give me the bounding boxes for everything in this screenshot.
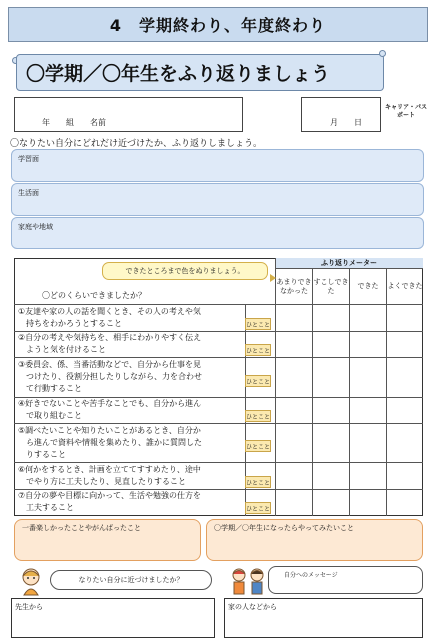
hitokoto-box[interactable]: ひとこと [245, 502, 271, 514]
date-line-label: 月 日 [330, 118, 362, 127]
item-4 [18, 398, 201, 422]
col-header-well: よくできた [387, 282, 423, 290]
item-6 [18, 464, 201, 488]
item-line: りすること [26, 450, 66, 459]
item-line: て行動すること [26, 384, 82, 393]
item-line: つけたり、役割分担したりしながら、力を合わせ [26, 372, 202, 381]
item-line: 持ちをわかろうとすること [26, 319, 122, 328]
item-line: ④好きでないことや苦手なことでも、自分から進ん [18, 399, 202, 408]
col-header-rarely: あまりできなかった [276, 277, 312, 295]
item-line: ⑦自分の夢や目標に向かって、生活や勉強の仕方を [18, 491, 202, 500]
self-message-label: 自分へのメッセージ [284, 572, 338, 579]
two-children-icon [228, 566, 268, 596]
row-divider [14, 357, 423, 358]
item-line: で取り組むこと [26, 411, 82, 420]
area-box-home[interactable] [11, 217, 424, 249]
area-box-life[interactable] [11, 183, 424, 216]
row-divider [14, 462, 423, 463]
item-line: ①友達や家の人の話を聞くとき、その人の考えや気 [18, 307, 201, 316]
meter-title: ふり返りメーター [275, 258, 423, 268]
item-line: ら進んで資料や情報を集めたり、誰かに質問した [26, 438, 202, 447]
item-line: ⑤調べたいことや知りたいことがあるとき、自分か [18, 426, 201, 435]
hitokoto-box[interactable]: ひとこと [245, 375, 271, 387]
area-label-study: 学習面 [18, 155, 39, 163]
col-header-could: できた [357, 282, 379, 290]
page-title: 4 学期終わり、年度終わり [109, 16, 327, 35]
item-line: ②自分の考えや気持ちを、相手にわかりやすく伝え [18, 333, 202, 342]
item-line: ⑥何かをするとき、計画を立ててすすめたり、途中 [18, 465, 201, 474]
hitokoto-box[interactable]: ひとこと [245, 344, 271, 356]
callout-pointer [270, 274, 276, 282]
area-box-study[interactable] [11, 149, 424, 182]
intro-text: 〇なりたい自分にどれだけ近づけたか、ふり返りしましょう。 [10, 139, 263, 149]
item-line: 工夫すること [26, 503, 74, 512]
name-line-label: 年 組 名前 [42, 118, 106, 127]
item-2 [18, 332, 201, 356]
career-passport-label: キャリア・パスポート [384, 104, 427, 119]
hitokoto-box[interactable]: ひとこと [245, 440, 271, 452]
subtitle: 〇学期／〇年生をふり返りましょう [26, 63, 331, 85]
color-instruction-callout: できたところまで色をぬりましょう。 [102, 262, 268, 280]
next-goals-label: 〇学期／〇年生になったらやってみたいこと [214, 524, 354, 532]
fun-things-label: 一番楽しかったことやがんばったこと [22, 524, 141, 532]
item-line: ③委員会、係、当番活動などで、自分から仕事を見 [18, 360, 202, 369]
item-line: ようと気を付けること [26, 345, 106, 354]
reflection-bubble: なりたい自分に近づけましたか？ [50, 570, 212, 590]
col-divider [349, 268, 350, 516]
item-1 [18, 306, 201, 330]
item-3 [18, 359, 202, 395]
area-label-home: 家庭や地域 [18, 223, 53, 231]
hitokoto-box[interactable]: ひとこと [245, 318, 271, 330]
row-divider [14, 304, 423, 305]
col-divider [386, 268, 387, 516]
family-comment-label: 家の人などから [228, 603, 277, 611]
item-5 [18, 425, 202, 461]
hitokoto-box[interactable]: ひとこと [245, 476, 271, 488]
col-divider [312, 268, 313, 516]
row-divider [14, 423, 423, 424]
hitokoto-box[interactable]: ひとこと [245, 410, 271, 422]
child-character-icon [16, 566, 46, 596]
col-header-somewhat: すこしできた [313, 277, 349, 295]
item-line: でやり方に工夫したり、見直したりすること [26, 477, 186, 486]
item-7 [18, 490, 201, 514]
teacher-comment-label: 先生から [15, 603, 43, 611]
area-label-life: 生活面 [18, 189, 39, 197]
meter-question: 〇どのくらいできましたか？ [42, 291, 146, 300]
